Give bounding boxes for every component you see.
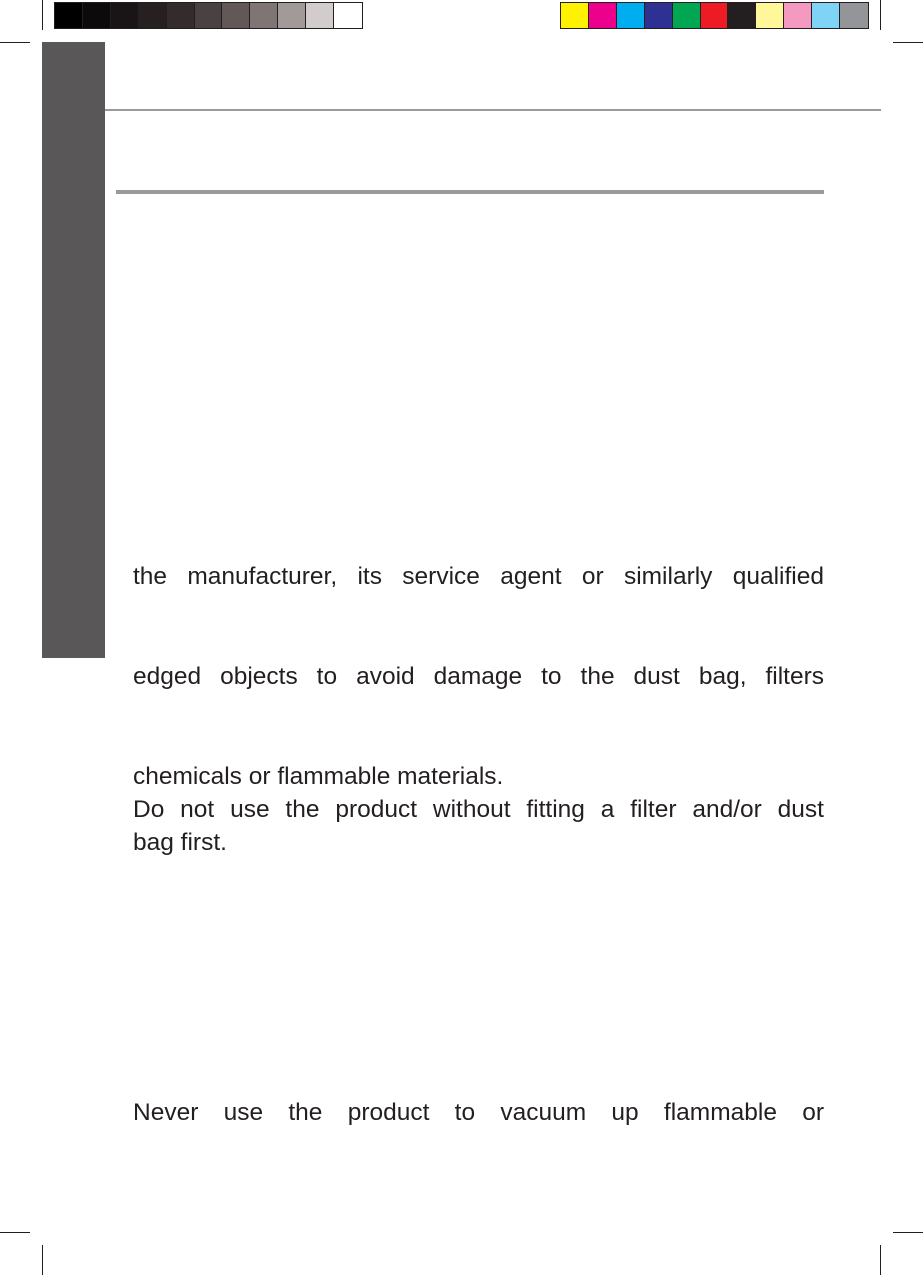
crop-mark-bottom-left-v [42, 1245, 43, 1275]
color-swatch [701, 3, 729, 28]
header-rule [105, 109, 881, 111]
color-swatch [617, 3, 645, 28]
gray-swatch [334, 3, 362, 28]
gray-swatch [278, 3, 306, 28]
color-swatch [645, 3, 673, 28]
color-swatch [784, 3, 812, 28]
color-swatch [728, 3, 756, 28]
color-swatch [561, 3, 589, 28]
gray-swatch [111, 3, 139, 28]
color-registration-bar [560, 2, 869, 29]
gray-swatch [250, 3, 278, 28]
text-line-3: chemicals or flammable materials. [133, 763, 504, 790]
crop-mark-top-left-h [0, 42, 30, 43]
gray-swatch [167, 3, 195, 28]
text-line-4: Do not use the product without fitting a filter and/or dust [133, 796, 824, 823]
crop-mark-bottom-left-h [0, 1232, 30, 1233]
section-rule [116, 190, 824, 194]
gray-swatch [195, 3, 223, 28]
text-line-5: bag first. [133, 829, 227, 856]
crop-mark-bottom-right-h [893, 1232, 923, 1233]
text-line-2: edged objects to avoid damage to the dust bag, filters [133, 663, 824, 690]
color-swatch [756, 3, 784, 28]
crop-mark-top-right-v [880, 0, 881, 30]
crop-mark-top-left-v [42, 0, 43, 30]
text-line-1: the manufacturer, its service agent or similarly qualified [133, 563, 824, 590]
color-swatch [589, 3, 617, 28]
gray-swatch [139, 3, 167, 28]
color-swatch [840, 3, 868, 28]
crop-mark-bottom-right-v [880, 1245, 881, 1275]
side-tab [42, 42, 105, 658]
gray-swatch [306, 3, 334, 28]
gray-swatch [222, 3, 250, 28]
grayscale-registration-bar [54, 2, 363, 29]
color-swatch [673, 3, 701, 28]
gray-swatch [83, 3, 111, 28]
crop-mark-top-right-h [893, 42, 923, 43]
gray-swatch [55, 3, 83, 28]
text-line-6: Never use the product to vacuum up flammable or [133, 1099, 824, 1126]
color-swatch [812, 3, 840, 28]
